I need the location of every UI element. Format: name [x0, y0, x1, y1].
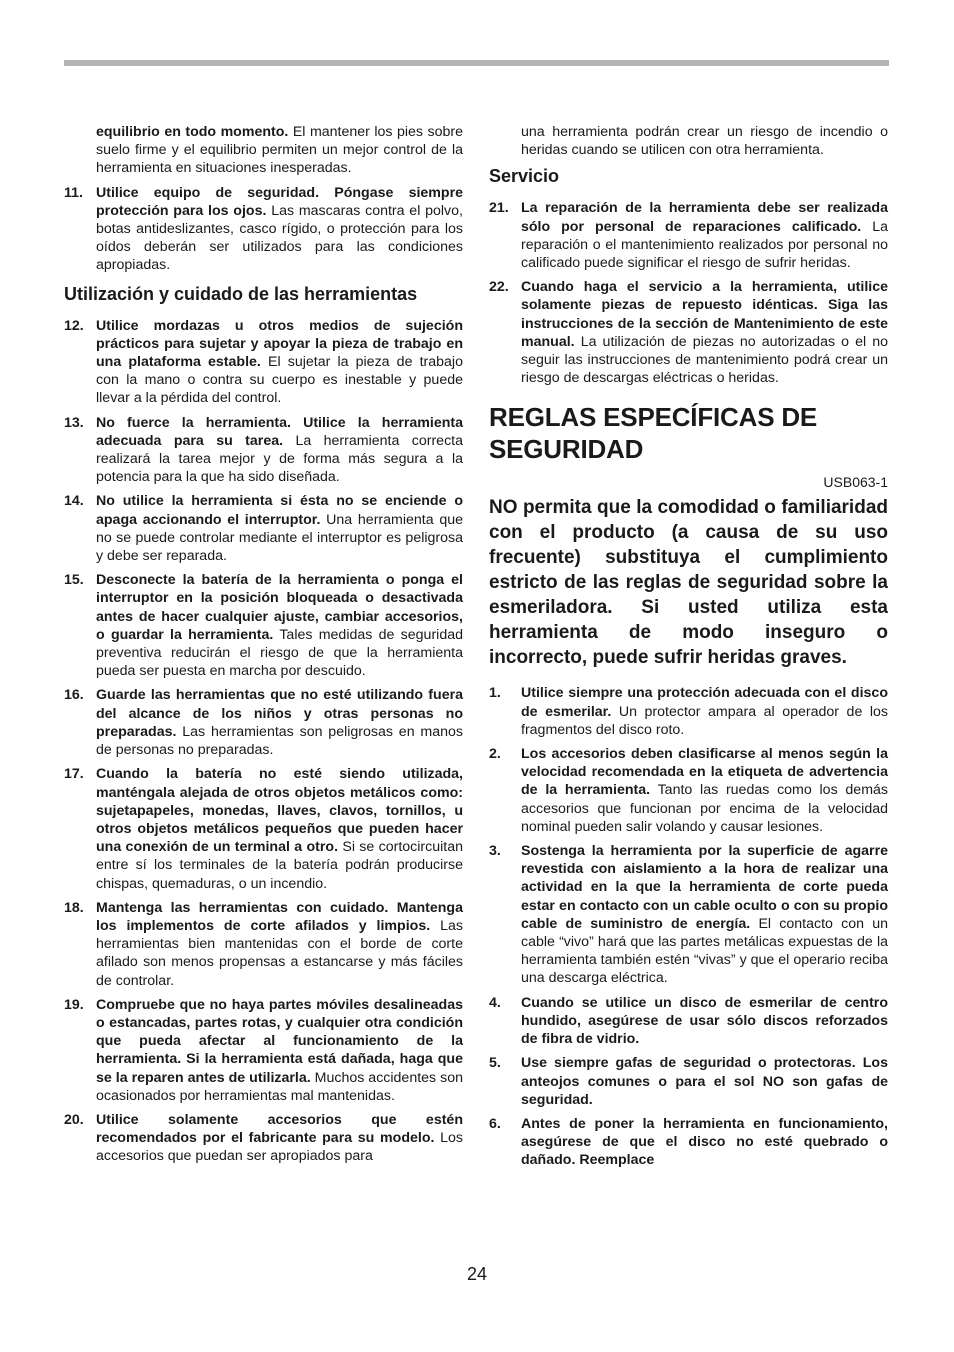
item-text: Un protector ampara al operador de los fragmentos del disco roto. — [521, 703, 888, 738]
intro-paragraph — [64, 123, 463, 178]
page-number: 24 — [466, 1264, 488, 1284]
item-number: 11. — [64, 184, 83, 201]
list-item-21 — [489, 199, 888, 272]
rule-item-4 — [489, 994, 888, 1049]
item-number: 16. — [64, 687, 84, 704]
list-item-14 — [64, 492, 463, 565]
item-number: 4. — [489, 994, 501, 1011]
continuation-paragraph — [489, 123, 888, 159]
item-bold: Guarde las herramientas que no esté utilizando fuera del alcance de los niños y otras personas no preparadas. — [96, 687, 463, 740]
list-item-16 — [64, 686, 463, 759]
item-bold: Utilice equipo de seguridad. Póngase siempre protección para los ojos. — [96, 184, 463, 219]
item-number: 13. — [64, 414, 84, 431]
section-heading-tool-use: Utilización y cuidado de las herramientas — [64, 283, 418, 304]
item-bold: Los accesorios deben clasificarse al menos según la velocidad recomendada en la etiqueta de advertencia de la herramienta. — [521, 746, 888, 799]
list-item-19 — [64, 996, 463, 1105]
item-bold: Cuando la batería no esté siendo utilizada, manténgala alejada de otros objetos metálicos como: sujetapapeles, monedas, llaves, clavos, tornillos, u otros objetos metálicos pequeños que pueden hacer una conexión de un terminal a otro. — [96, 766, 463, 856]
item-bold: Compruebe que no haya partes móviles desalineadas o estancadas, partes rotas, y cualquier otra condición que pueda afectar al funcionamiento de la herramienta. Si la herramienta está dañada, haga que se la reparen antes de utilizarla. — [96, 996, 463, 1086]
section-heading-service: Servicio — [489, 166, 560, 187]
item-bold: Sostenga la herramienta por la superficie de agarre revestida con aislamiento a la hora de realizar una actividad en la que la herramienta de corte pueda estar en contacto con un cable oculto o con su propio cable de suministro de energía. — [521, 843, 888, 932]
item-number: 21. — [489, 200, 509, 217]
item-number: 14. — [64, 493, 84, 510]
item-bold: Antes de poner la herramienta en funcionamiento, asegúrese de que el disco no esté quebrado o dañado. Reemplace — [521, 1115, 888, 1169]
item-text: Los accesorios que puedan ser apropiados para — [96, 1130, 463, 1165]
item-text: Las herramientas bien mantenidas con el borde de corte afilado son menos propensas a estancarse y más fáciles de controlar. — [96, 917, 463, 989]
list-item-17 — [64, 765, 463, 892]
item-text: Muchos accidentes son ocasionados por herramientas mal mantenidas. — [96, 1069, 463, 1104]
item-number: 17. — [64, 766, 84, 783]
item-bold: Desconecte la batería de la herramienta o ponga el interruptor en la posición bloqueada o desactivada antes de hacer cualquier ajuste, cambiar accesorios, o guardar la herramienta. — [96, 572, 463, 643]
rule-item-5 — [489, 1054, 888, 1109]
item-text: Si se cortocircuitan entre sí los terminales de la batería podrán producirse chispas, quemaduras, o un incendio. — [96, 839, 463, 892]
intro-text: El mantener los pies sobre suelo firme y el equilibrio permiten un mejor control de la herramienta en situaciones inesperadas. — [96, 124, 463, 177]
item-bold: Utilice mordazas u otros medios de sujeción prácticos para sujetar y apoyar la pieza de trabajo en una plataforma estable. — [96, 317, 463, 371]
header-rule — [64, 60, 889, 66]
item-bold: Use siempre gafas de seguridad o protectoras. Los anteojos comunes o para el sol NO son gafas de seguridad. — [521, 1055, 888, 1108]
item-number: 15. — [64, 572, 84, 589]
item-text: El contacto con un cable “vivo” hará que las partes metálicas expuestas de la herramienta también estén “vivas” y que el operario reciba una descarga eléctrica. — [521, 915, 889, 987]
item-number: 20. — [64, 1111, 84, 1128]
warning-paragraph: NO permita que la comodidad o familiaridad con el producto (a causa de su uso frecuente) substituya el cumplimiento estricto de las reglas de seguridad sobre la esmeriladora. Si usted utiliza esta herramienta de modo inseguro o incorrecto, puede sufrir heridas graves. — [489, 497, 888, 669]
rule-item-3 — [489, 842, 888, 988]
item-bold: Cuando haga el servicio a la herramienta, utilice solamente piezas de repuesto idénticas. Siga las instrucciones de la sección de Mantenimiento de este manual. — [521, 279, 888, 350]
list-item-15 — [64, 571, 463, 680]
item-number: 18. — [64, 899, 84, 916]
list-item-22 — [489, 278, 888, 387]
item-number: 5. — [489, 1055, 501, 1072]
item-text: Las mascaras contra el polvo, botas antideslizantes, casco rígido, o protección para los oídos deberán ser utilizados para las condiciones apropiadas. — [96, 202, 463, 274]
rule-item-1 — [489, 684, 888, 739]
continuation-text: una herramienta podrán crear un riesgo de incendio o heridas cuando se utilicen con otra herramienta. — [521, 124, 888, 159]
right-column — [489, 123, 888, 1176]
specific-safety-rules-heading: REGLAS ESPECÍFICAS DE SEGURIDAD — [489, 402, 818, 465]
item-text: El sujetar la pieza de trabajo con la mano o contra su cuerpo es inestable y puede llevar a la pérdida del control. — [96, 354, 463, 407]
item-bold: Mantenga las herramientas con cuidado. Mantenga los implementos de corte afilados y limpios. — [96, 899, 463, 934]
list-item-11 — [64, 184, 463, 275]
list-item-18 — [64, 899, 463, 990]
item-number: 3. — [489, 843, 501, 860]
left-column — [64, 123, 463, 1172]
item-number: 22. — [489, 279, 509, 296]
item-text: La utilización de piezas no autorizadas o el no seguir las instrucciones de mantenimiento podrá crear un riesgo de descargas eléctricas o heridas. — [521, 333, 888, 387]
list-item-12 — [64, 317, 463, 408]
rule-item-6 — [489, 1115, 888, 1170]
list-item-20 — [64, 1111, 463, 1166]
item-bold: Utilice solamente accesorios que estén recomendados por el fabricante para su modelo. — [96, 1111, 463, 1147]
item-bold: No utilice la herramienta si ésta no se enciende o apaga accionando el interruptor. — [96, 493, 463, 528]
item-bold: No fuerce la herramienta. Utilice la herramienta adecuada para su tarea. — [96, 414, 463, 449]
item-text: Tales medidas de seguridad preventiva reducirán el riesgo de que la herramienta pueda ser puesta en marcha por descuido. — [96, 626, 463, 680]
list-item-13 — [64, 414, 463, 487]
item-bold: Cuando se utilice un disco de esmerilar de centro hundido, asegúrese de usar sólo discos reforzados de fibra de vidrio. — [521, 994, 888, 1048]
item-text: La reparación o el mantenimiento realizados por personal no calificado puede significar el riesgo de sufrir heridas. — [521, 218, 888, 272]
item-text: Tanto las ruedas como los demás accesorios que funcionan por encima de la velocidad nominal pueden salir volando y causar lesiones. — [521, 782, 889, 835]
item-number: 6. — [489, 1115, 501, 1132]
intro-bold: equilibrio en todo momento. — [96, 124, 289, 140]
item-bold: Utilice siempre una protección adecuada con el disco de esmerilar. — [521, 685, 888, 720]
item-number: 12. — [64, 317, 84, 334]
item-number: 1. — [489, 685, 501, 702]
item-text: Las herramientas son peligrosas en manos de personas no preparadas. — [96, 723, 463, 759]
item-text: La herramienta correcta realizará la tarea mejor y de forma más segura a la potencia para la que ha sido diseñada. — [96, 432, 463, 486]
rule-item-2 — [489, 745, 888, 836]
item-text: Una herramienta que no se puede controlar mediante el interruptor es peligrosa y debe ser reparada. — [96, 511, 463, 565]
item-number: 2. — [489, 746, 501, 763]
item-number: 19. — [64, 996, 84, 1013]
document-code: USB063-1 — [823, 474, 888, 491]
item-bold: La reparación de la herramienta debe ser realizada sólo por personal de reparaciones calificado. — [521, 200, 888, 235]
